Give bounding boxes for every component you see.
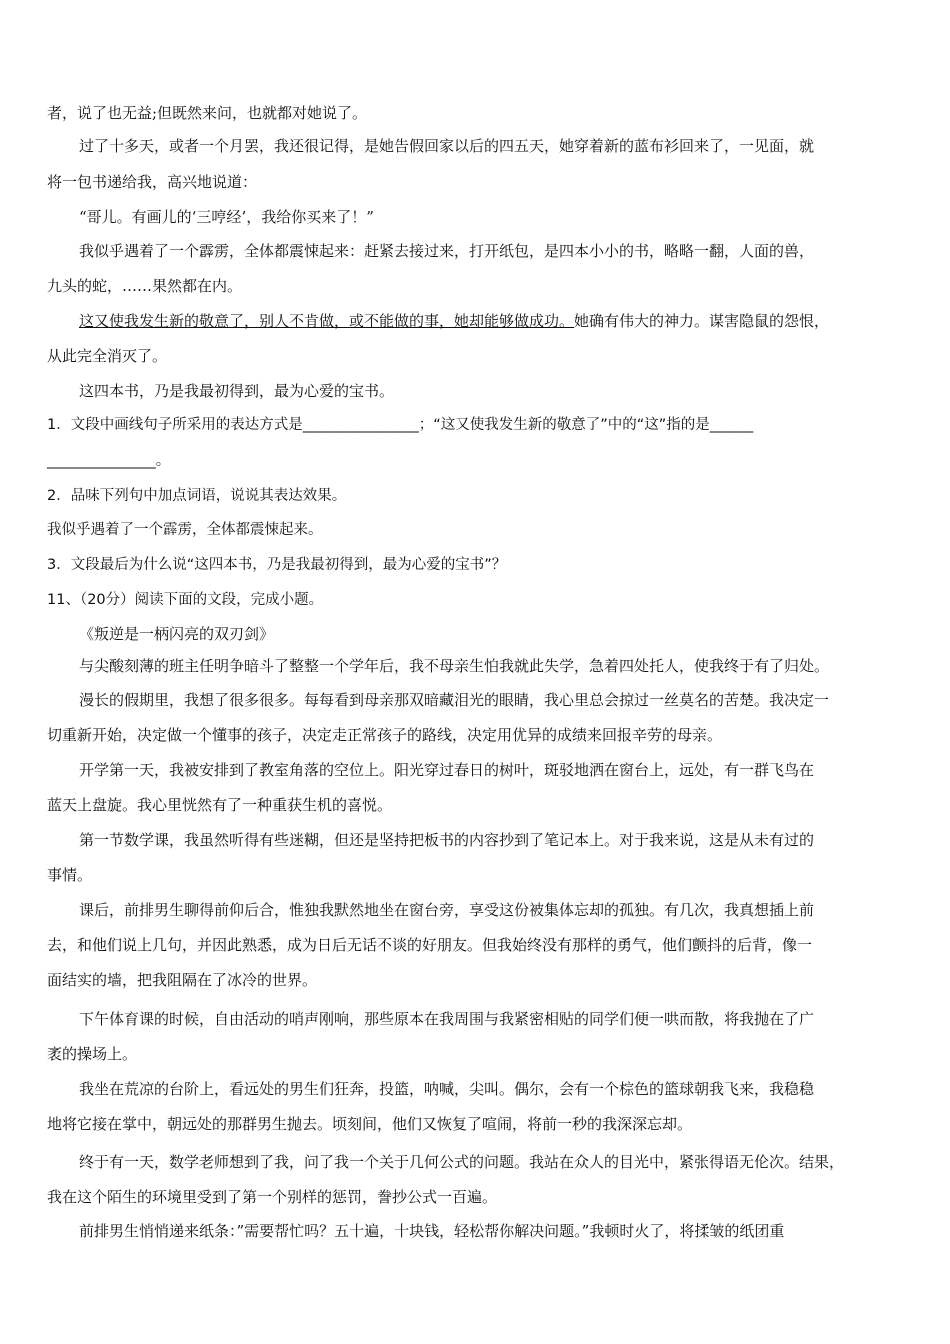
passage2-p9a: 前排男生悄悄递来纸条：”需要帮忙吗？五十遍，十块钱，轻松帮你解决问题。”我顿时火了，将揉皱的纸团重: [79, 1222, 785, 1240]
passage1-line-2: 过了十多天，或者一个月罢，我还很记得，是她告假回家以后的四五天，她穿着新的蓝布衫回来了，一见面，就: [79, 137, 815, 155]
underlined-sentence: 这又使我发生新的敬意了，别人不肯做，或不能做的事，她却能够做成功。: [79, 312, 575, 330]
question-2-sentence: 我似乎遇着了一个霹雳，全体都震悚起来。: [47, 522, 323, 538]
passage2-p5b: 去，和他们说上几句，并因此熟悉，成为日后无话不谈的好朋友。但我始终没有那样的勇气，他们颤抖的后背，像一: [47, 936, 813, 954]
passage2-p2b: 切重新开始，决定做一个懂事的孩子，决定走正常孩子的路线，决定用优异的成绩来回报辛劳的母亲。: [47, 726, 723, 744]
passage2-p5c: 面结实的墙，把我阻隔在了冰冷的世界。: [47, 971, 318, 989]
passage2-p6a: 下午体育课的时候，自由活动的哨声刚响，那些原本在我周围与我紧密相贴的同学们便一哄而散，将我抛在了广: [79, 1010, 815, 1028]
passage1-line-6: 九头的蛇，……果然都在内。: [47, 277, 243, 295]
passage2-title: 《叛逆是一柄闪亮的双刃剑》: [79, 625, 275, 643]
passage2-p2a: 漫长的假期里，我想了很多很多。每每看到母亲那双暗藏泪光的眼睛，我心里总会掠过一丝莫名的苦楚。我决定一: [79, 691, 830, 709]
line-7-rest: 她确有伟大的神力。谋害隐鼠的怨恨，: [574, 312, 830, 330]
question-1-blank: _______________。: [47, 453, 171, 469]
question-1: 1．文段中画线句子所采用的表达方式是________________；“这又使我发生新的敬意了”中的“这”指的是______: [47, 417, 754, 433]
passage2-p4b: 事情。: [47, 866, 93, 884]
passage2-p3b: 蓝天上盘旋。我心里恍然有了一种重获生机的喜悦。: [47, 796, 393, 814]
passage1-line-5: 我似乎遇着了一个霹雳，全体都震悚起来：赶紧去接过来，打开纸包，是四本小小的书，略略一翻，人面的兽，: [79, 242, 815, 260]
passage2-p5a: 课后，前排男生聊得前仰后合，惟独我默然地坐在窗台旁，享受这份被集体忘却的孤独。有几次，我真想插上前: [79, 901, 815, 919]
passage1-line-8: 从此完全消灭了。: [47, 347, 168, 365]
passage2-p1: 与尖酸刻薄的班主任明争暗斗了整整一个学年后，我不母亲生怕我就此失学，急着四处托人，使我终于有了归处。: [79, 657, 830, 675]
question-2: 2．品味下列句中加点词语，说说其表达效果。: [47, 488, 347, 504]
passage1-line-1: 者，说了也无益;但既然来问，也就都对她说了。: [47, 104, 368, 122]
question-11: 11、（20分）阅读下面的文段，完成小题。: [47, 592, 324, 608]
passage1-line-9: 这四本书，乃是我最初得到，最为心爱的宝书。: [79, 382, 395, 400]
passage2-p8b: 我在这个陌生的环境里受到了第一个别样的惩罚，誊抄公式一百遍。: [47, 1188, 498, 1206]
passage2-p7b: 地将它接在掌中，朝远处的那群男生抛去。顷刻间，他们又恢复了喧闹，将前一秒的我深深忘却。: [47, 1115, 693, 1133]
passage2-p4a: 第一节数学课，我虽然听得有些迷糊，但还是坚持把板书的内容抄到了笔记本上。对于我来说，这是从未有过的: [79, 831, 815, 849]
passage2-p3a: 开学第一天，我被安排到了教室角落的空位上。阳光穿过春日的树叶，斑驳地洒在窗台上，远处，有一群飞鸟在: [79, 761, 815, 779]
passage1-line-3: 将一包书递给我，高兴地说道：: [47, 173, 258, 191]
question-3: 3．文段最后为什么说“这四本书，乃是我最初得到，最为心爱的宝书”？: [47, 557, 507, 573]
passage1-line-4: “哥儿。有画儿的‘三哼经’，我给你买来了！”: [79, 208, 374, 226]
passage1-line-7: [79, 310, 907, 332]
passage2-p7a: 我坐在荒凉的台阶上，看远处的男生们狂奔，投篮，呐喊，尖叫。偶尔，会有一个棕色的篮球朝我飞来，我稳稳: [79, 1080, 815, 1098]
passage2-p8a: 终于有一天，数学老师想到了我，问了我一个关于几何公式的问题。我站在众人的目光中，紧张得语无伦次。结果，: [79, 1153, 845, 1171]
passage2-p6b: 袤的操场上。: [47, 1045, 138, 1063]
